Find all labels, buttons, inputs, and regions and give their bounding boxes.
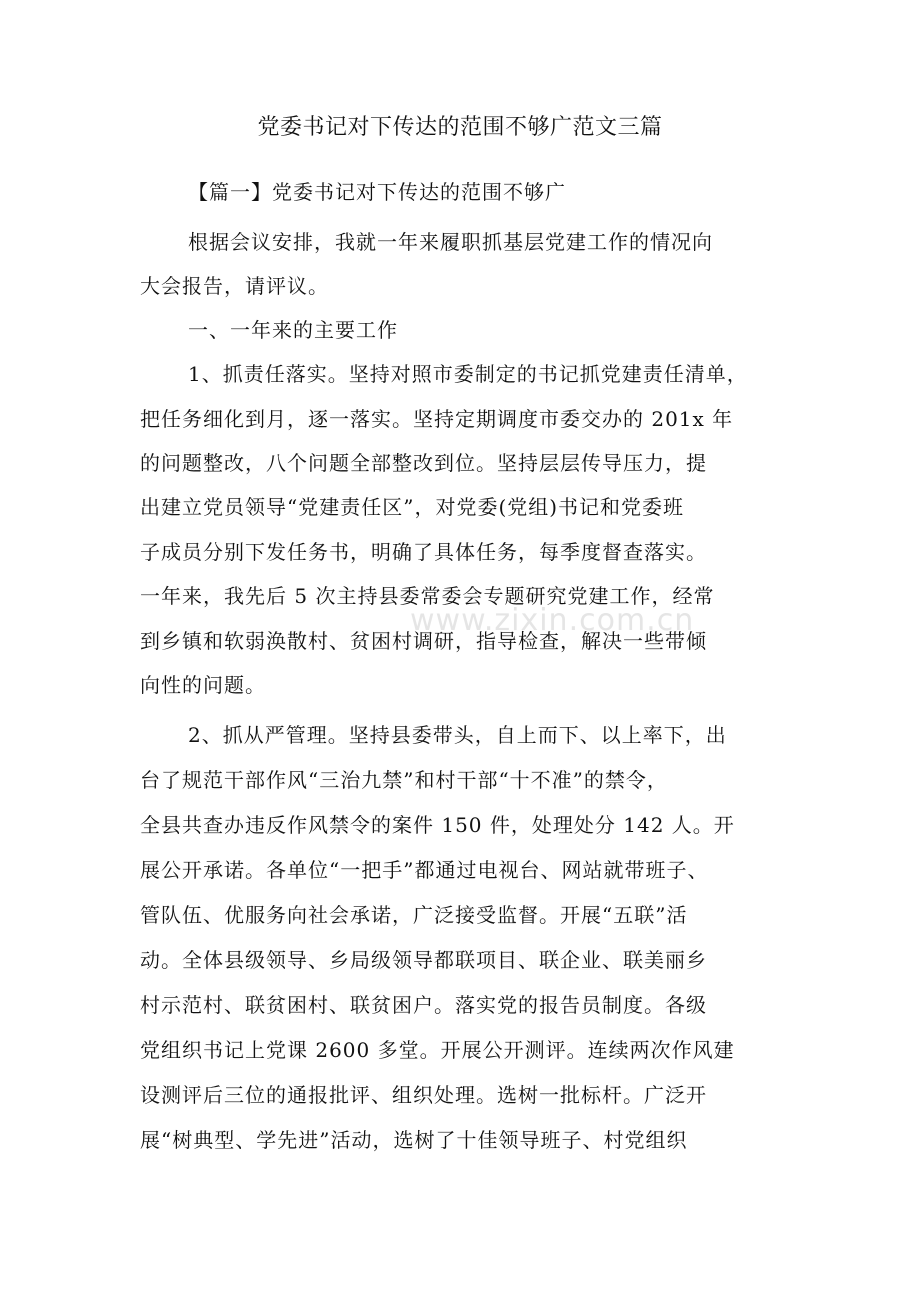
paragraph-line: 把任务细化到月，逐一落实。坚持定期调度市委交办的 201x 年	[140, 407, 734, 431]
paragraph-line: 1、抓责任落实。坚持对照市委制定的书记抓党建责任清单，	[188, 362, 748, 386]
paragraph-line: 管队伍、优服务向社会承诺，广泛接受监督。开展“五联”活	[140, 903, 688, 927]
paragraph-line: 子成员分别下发任务书，明确了具体任务，每季度督查落实。	[140, 540, 707, 564]
paragraph-line: 出建立党员领导“党建责任区”，对党委(党组)书记和党委班	[140, 495, 685, 519]
document-title: 党委书记对下传达的范围不够广范文三篇	[257, 115, 663, 140]
paragraph-line: 2、抓从严管理。坚持县委带头，自上而下、以上率下，出	[188, 723, 727, 747]
paragraph-line: 全县共查办违反作风禁令的案件 150 件，处理处分 142 人。开	[140, 813, 735, 837]
paragraph-line: 展公开承诺。各单位“一把手”都通过电视台、网站就带班子、	[140, 858, 709, 882]
paragraph-line: 一年来，我先后 5 次主持县委常委会专题研究党建工作，经常	[140, 584, 715, 608]
paragraph-line: 到乡镇和软弱涣散村、贫困村调研，指导检查，解决一些带倾	[140, 629, 707, 653]
paragraph-line: 村示范村、联贫困村、联贫困户。落实党的报告员制度。各级	[140, 993, 707, 1017]
section-heading: 【篇一】党委书记对下传达的范围不够广	[188, 180, 566, 204]
subsection-heading: 一、一年来的主要工作	[188, 318, 398, 342]
paragraph-line: 向性的问题。	[140, 673, 266, 697]
paragraph-line: 大会报告，请评议。	[140, 274, 329, 298]
paragraph-line: 根据会议安排，我就一年来履职抓基层党建工作的情况向	[188, 230, 713, 254]
paragraph-line: 台了规范干部作风“三治九禁”和村干部“十不准”的禁令，	[140, 768, 668, 792]
paragraph-line: 动。全体县级领导、乡局级领导都联项目、联企业、联美丽乡	[140, 948, 707, 972]
paragraph-line: 的问题整改，八个问题全部整改到位。坚持层层传导压力，提	[140, 451, 707, 475]
paragraph-line: 展“树典型、学先进”活动，选树了十佳领导班子、村党组织	[140, 1128, 688, 1152]
paragraph-line: 设测评后三位的通报批评、组织处理。选树一批标杆。广泛开	[140, 1083, 707, 1107]
watermark: www.zixin.com.cn	[410, 603, 695, 638]
paragraph-line: 党组织书记上党课 2600 多堂。开展公开测评。连续两次作风建	[140, 1038, 735, 1062]
